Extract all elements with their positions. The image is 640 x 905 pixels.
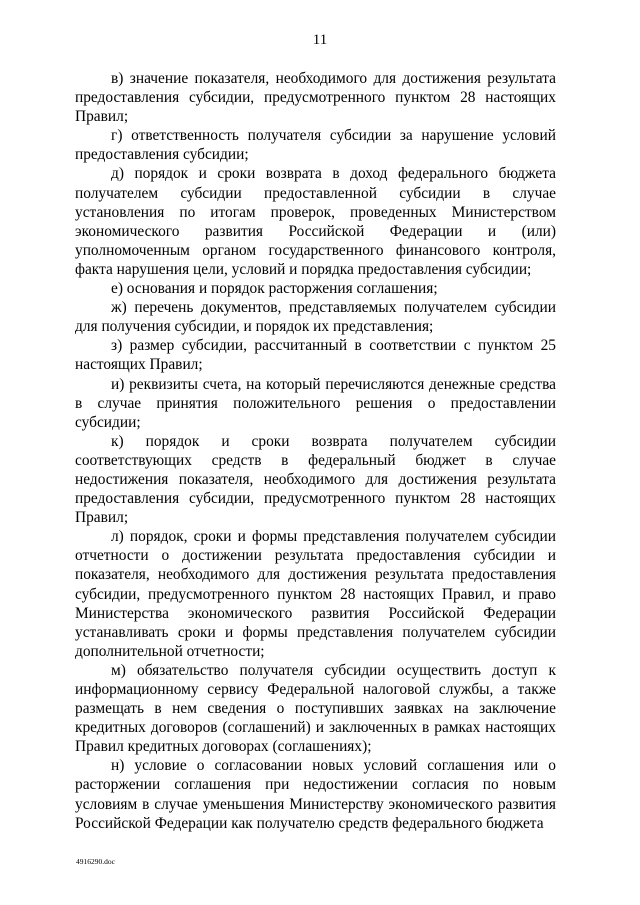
paragraph-z: з) размер субсидии, рассчитанный в соответствии с пунктом 25 настоящих Правил; bbox=[75, 337, 556, 374]
paragraph-d: д) порядок и сроки возврата в доход федерального бюджета получателем субсидии предоставленной субсидии в случае установления по итогам проверок, проведенных Министерством экономического развития Российской Федерации и (или) уполномоченным органом государственного финансового контроля, факта нарушения цели, условий и порядка предоставления субсидии; bbox=[75, 165, 556, 278]
paragraph-g: г) ответственность получателя субсидии за нарушение условий предоставления субсидии; bbox=[75, 127, 556, 164]
paragraph-n: н) условие о согласовании новых условий соглашения или о расторжении соглашения при недостижении согласия по новым условиям в случае уменьшения Министерству экономического развития Российской Федерации как получателю средств федерального бюджета bbox=[75, 757, 556, 832]
paragraph-e: е) основания и порядок расторжения соглашения; bbox=[111, 280, 438, 298]
footer-file-code: 4916290.doc bbox=[76, 857, 115, 866]
paragraph-k: к) порядок и сроки возврата получателем субсидии соответствующих средств в федеральный бюджет в случае недостижения показателя, необходимого для достижения результата предоставления субсидии, предусмотренного пунктом 28 настоящих Правил; bbox=[75, 432, 556, 527]
document-body bbox=[75, 69, 556, 833]
paragraph-l: л) порядок, сроки и формы представления получателем субсидии отчетности о достижении результата предоставления субсидии и показателя, необходимого для достижения результата предоставления субсидии, предусмотренного пунктом 28 настоящих Правил, и право Министерства экономического развития Российской Федерации устанавливать сроки и формы представления получателем субсидии дополнительной отчетности; bbox=[75, 528, 556, 660]
paragraph-i: и) реквизиты счета, на который перечисляются денежные средства в случае принятия положительного решения о предоставлении субсидии; bbox=[75, 375, 556, 431]
page-number: 11 bbox=[312, 32, 328, 48]
paragraph-v: в) значение показателя, необходимого для достижения результата предоставления субсидии, предусмотренного пунктом 28 настоящих Правил; bbox=[75, 70, 556, 126]
paragraph-m: м) обязательство получателя субсидии осуществить доступ к информационному сервису Федеральной налоговой службы, а также размещать в нем сведения о поступивших заявках на заключение кредитных договоров (соглашений) и заключенных в рамках настоящих Правил кредитных договорах (соглашениях); bbox=[75, 661, 556, 756]
paragraph-zh: ж) перечень документов, представляемых получателем субсидии для получения субсидии, и порядок их представления; bbox=[75, 299, 556, 336]
